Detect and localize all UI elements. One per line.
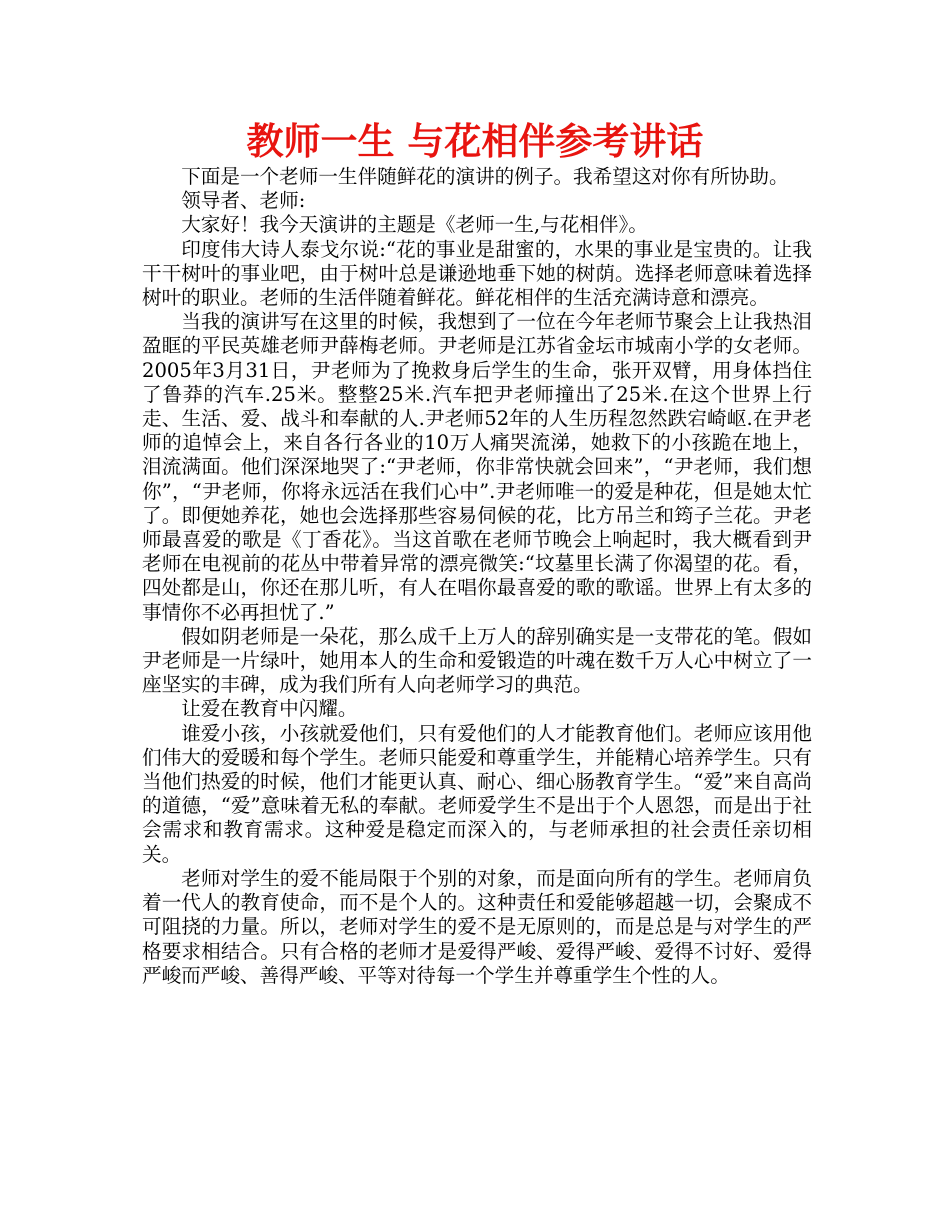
paragraph-intro: 下面是一个老师一生伴随鲜花的演讲的例子。我希望这对你有所协助。	[181, 165, 789, 188]
paragraph-love-children: 谁爱小孩，小孩就爱他们，只有爱他们的人才能教育他们。老师应该用他们伟大的爱暖和每个学生。老师只能爱和尊重学生，并能精心培养学生。只有当他们热爱的时候，他们才能更认真、耐心、细心肠教育学生。“爱”来自高尚的道德，“爱”意味着无私的奉献。老师爱学生不是出于个人恩怨，而是出于社会需求和教育需求。这种爱是稳定而深入的，与老师承担的社会责任亲切相关。	[142, 721, 812, 866]
paragraph-flower-metaphor: 假如阴老师是一朵花，那么成千上万人的辞别确实是一支带花的笔。假如尹老师是一片绿叶，她用本人的生命和爱锻造的叶魂在数千万人心中树立了一座坚实的丰碑，成为我们所有人向老师学习的典范。	[142, 624, 812, 697]
paragraph-love-all-students: 老师对学生的爱不能局限于个别的对象，而是面向所有的学生。老师肩负着一代人的教育使命，而不是个人的。这种责任和爱能够超越一切，会聚成不可阻挠的力量。所以，老师对学生的爱不是无原则的，而是总是与对学生的严格要求相结合。只有合格的老师才是爱得严峻、爱得严峻、爱得不讨好、爱得严峻而严峻、善得严峻、平等对待每一个学生并尊重学生个性的人。	[142, 866, 812, 987]
document-body	[142, 165, 812, 988]
paragraph-greeting: 大家好！我今天演讲的主题是《老师一生,与花相伴》。	[181, 213, 648, 237]
paragraph-tagore-quote: 印度伟大诗人泰戈尔说:“花的事业是甜蜜的，水果的事业是宝贵的。让我干干树叶的事业吧，由于树叶总是谦逊地垂下她的树荫。选择老师意味着选择树叶的职业。老师的生活伴随着鲜花。鲜花相伴的生活充满诗意和漂亮。	[142, 237, 812, 310]
paragraph-section-heading: 让爱在教育中闪耀。	[181, 697, 358, 721]
paragraph-teacher-story: 当我的演讲写在这里的时候，我想到了一位在今年老师节聚会上让我热泪盈眶的平民英雄老师尹薛梅老师。尹老师是江苏省金坛市城南小学的女老师。2005年3月31日，尹老师为了挽救身后学生的生命，张开双臂，用身体挡住了鲁莽的汽车.25米。整整25米.汽车把尹老师撞出了25米.在这个世界上行走、生活、爱、战斗和奉献的人.尹老师52年的人生历程忽然跌宕崎岖.在尹老师的追悼会上，来自各行各业的10万人痛哭流涕，她救下的小孩跪在地上，泪流满面。他们深深地哭了:“尹老师，你非常快就会回来”，“尹老师，我们想你”，“尹老师，你将永远活在我们心中”.尹老师唯一的爱是种花，但是她太忙了。即便她养花，她也会选择那些容易伺候的花，比方吊兰和筠子兰花。尹老师最喜爱的歌是《丁香花》。当这首歌在老师节晚会上响起时，我大概看到尹老师在电视前的花丛中带着异常的漂亮微笑:“坟墓里长满了你渴望的花。看，四处都是山，你还在那儿听，有人在唱你最喜爱的歌的歌谣。世界上有太多的事情你不必再担忧了.”	[142, 310, 812, 624]
paragraph-salutation: 领导者、老师:	[181, 189, 306, 213]
document-title: 教师一生 与花相伴参考讲话	[246, 120, 704, 163]
